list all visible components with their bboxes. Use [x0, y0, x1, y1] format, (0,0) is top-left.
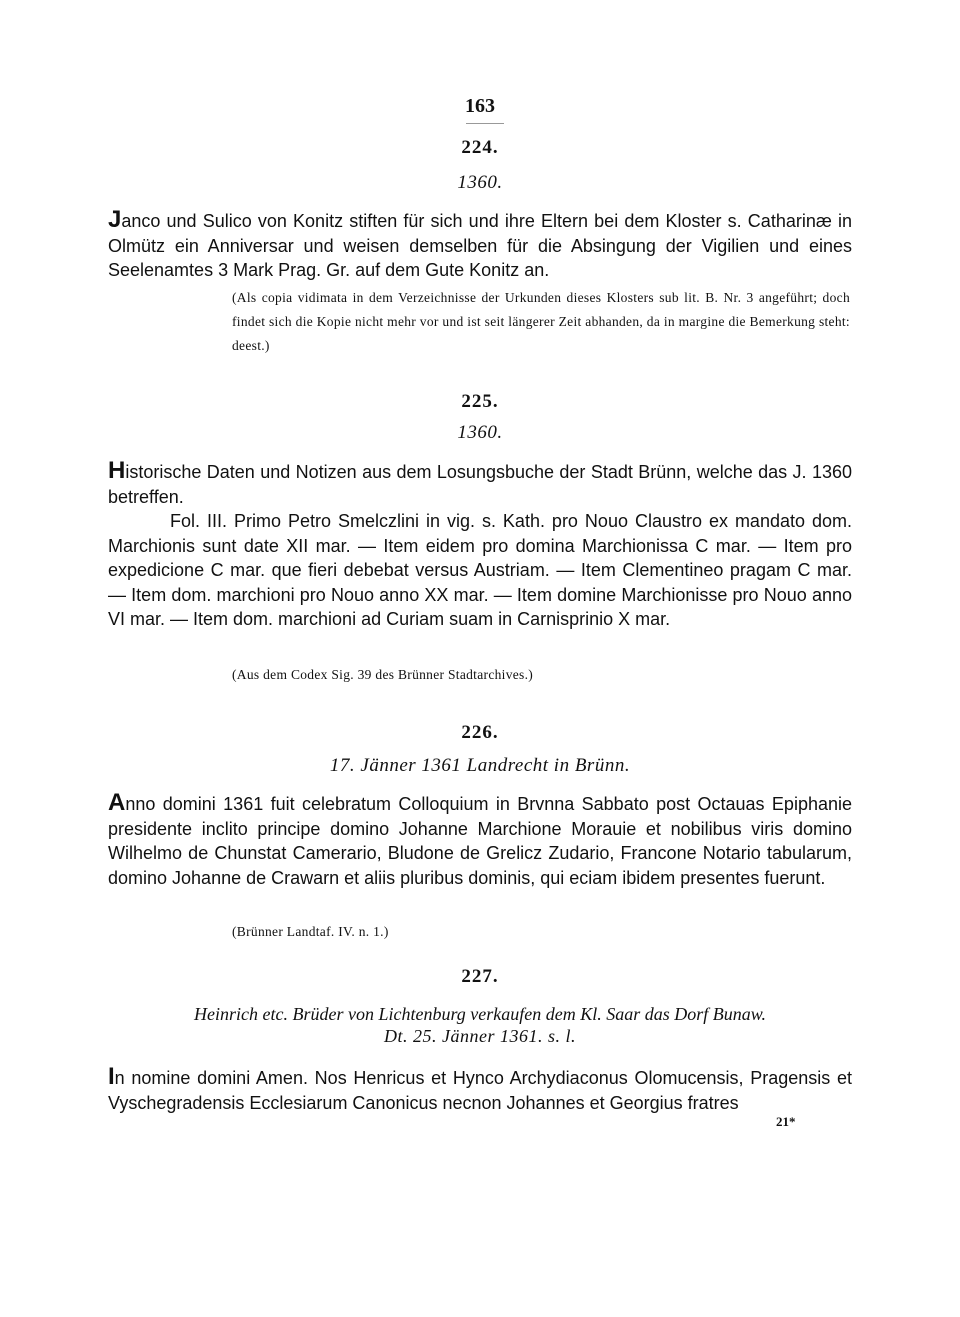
- drop-capital: J: [108, 206, 122, 233]
- entry-number: 227.: [461, 966, 499, 987]
- entry-text: anco und Sulico von Konitz stiften für sich und ihre Eltern bei dem Kloster s. Catharinæ in Olmütz ein Anniversar und weisen demselben für die Absingung der Vigilien und eines Seelenamtes 3 Mark Prag. Gr. auf dem Gute Konitz an.: [108, 211, 852, 280]
- entry-source-note: (Brünner Landtaf. IV. n. 1.): [232, 924, 389, 939]
- entry-text: istorische Daten und Notizen aus dem Losungsbuche der Stadt Brünn, welche das J. 1360 betreffen.: [108, 462, 852, 507]
- page-number: 163: [465, 95, 495, 117]
- entry-body: [108, 459, 852, 509]
- entry-number: 224.: [461, 137, 499, 158]
- entry-date: 1360.: [457, 422, 503, 443]
- entry-source-note: (Als copia vidimata in dem Verzeichnisse der Urkunden dieses Klosters sub lit. B. Nr. 3 angeführt; doch findet sich die Kopie nicht mehr vor und ist seit längerer Zeit abhanden, da in margine die Bemerkung steht: deest.): [232, 290, 850, 353]
- entry-body: [108, 791, 852, 890]
- entry-body: [108, 208, 852, 283]
- entry-number: 226.: [461, 722, 499, 743]
- entry-number: 225.: [461, 391, 499, 412]
- drop-capital: A: [108, 789, 126, 816]
- entry-date: 1360.: [457, 172, 503, 193]
- entry-source-note: (Aus dem Codex Sig. 39 des Brünner Stadtarchives.): [232, 667, 534, 682]
- drop-capital: H: [108, 457, 126, 484]
- entry-date: Dt. 25. Jänner 1361. s. l.: [384, 1026, 576, 1046]
- drop-capital: I: [108, 1063, 115, 1090]
- entry-text: nno domini 1361 fuit celebratum Colloquium in Brvnna Sabbato post Octauas Epiphanie presidente inclito principe domino Johanne Marchione Morauie et nobilibus viris domino Wilhelmo de Chunstat Camerario, Bludone de Grelicz Zudario, Francone Notario tabularum, domino Johanne de Crawarn et aliis pluribus dominis, qui eciam ibidem presentes fuerunt.: [108, 794, 852, 888]
- entry-date: 17. Jänner 1361 Landrecht in Brünn.: [329, 755, 631, 776]
- entry-title: Heinrich etc. Brüder von Lichtenburg verkaufen dem Kl. Saar das Dorf Bunaw.: [194, 1004, 766, 1024]
- page-number-rule: [466, 123, 504, 124]
- signature-mark: 21*: [776, 1114, 796, 1129]
- entry-body: [108, 1065, 852, 1115]
- entry-text: n nomine domini Amen. Nos Henricus et Hynco Archydiaconus Olomucensis, Pragensis et Vyschegradensis Ecclesiarum Canonicus necnon Johannes et Georgius fratres: [108, 1068, 852, 1113]
- entry-body-continued: Fol. III. Primo Petro Smelczlini in vig. s. Kath. pro Nouo Claustro ex mandato dom. Marchionis sunt date XII mar. — Item eidem pro domina Marchionissa C mar. — Item pro expedicione C mar. que fieri debebat versus Austriam. — Item Clementineo pragam C mar. — Item dom. marchioni pro Nouo anno XX mar. — Item domine Marchionisse pro Nouo anno VI mar. — Item dom. marchioni ad Curiam suam in Carnisprinio X mar.: [108, 511, 852, 629]
